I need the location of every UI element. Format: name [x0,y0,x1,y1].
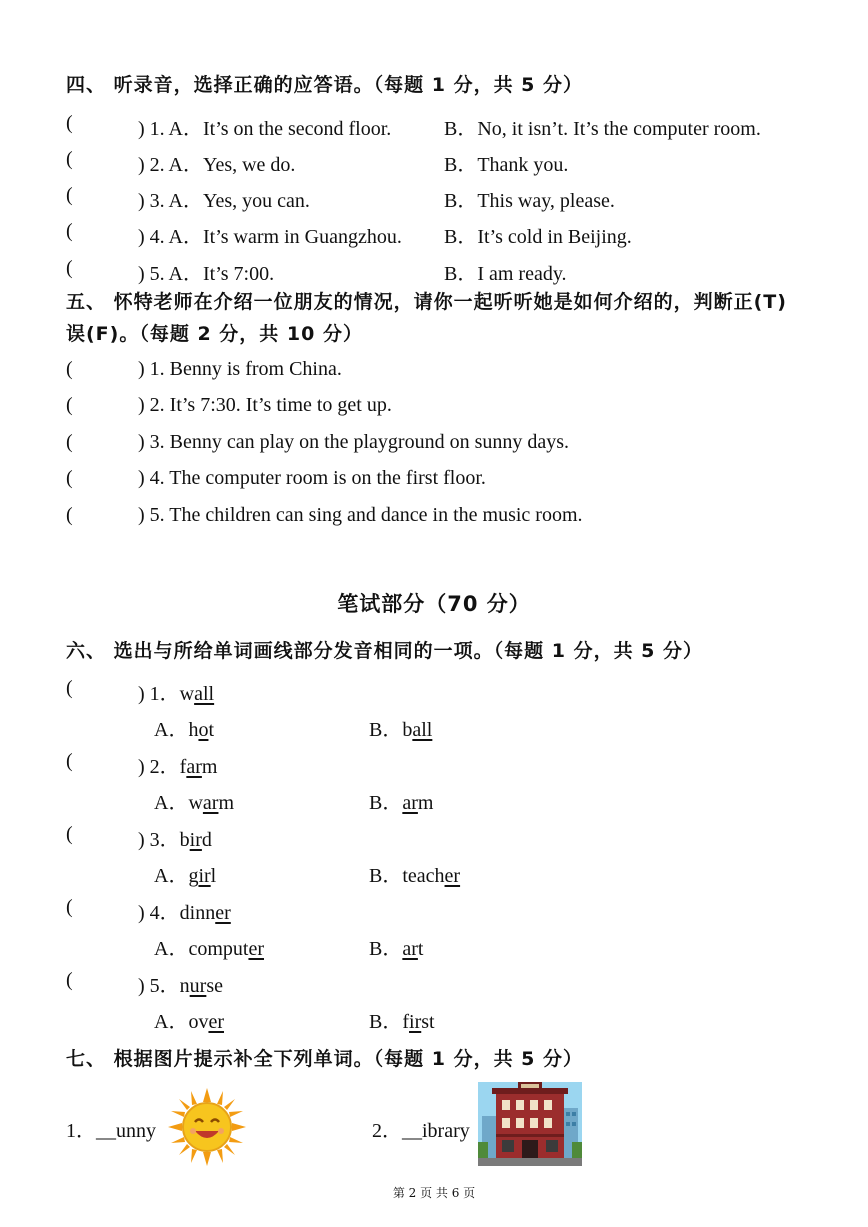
s7-question-1: 1．__unny [66,1120,156,1142]
s6-option-a: A．computer [154,938,264,960]
s6-q-number: ) 4． [138,902,180,924]
section-7-title: 七、 根据图片提示补全下列单词。（每题 1 分，共 5 分） [66,1048,584,1070]
underlined-part: all [412,719,433,741]
underlined-part: ar [402,792,418,814]
underlined-part: ar [186,756,202,778]
s5-q2-text: ) 2. It’s 7:30. It’s time to get up. [138,394,392,416]
s6-q-number: ) 5． [138,975,180,997]
s6-option-a: A．warm [154,792,235,814]
underlined-part: er [248,938,264,960]
s6-option-a: A．hot [154,719,215,741]
s4-q1-option-b: B．No, it isn’t. It’s the computer room. [444,118,761,140]
section-5-title: 五、 怀特老师在介绍一位朋友的情况，请你一起听听她是如何介绍的，判断正(T)误(F)。（每题 2 分，共 10 分） [66,291,787,345]
library-building-icon [478,1082,582,1166]
s6-q-word: nurse [179,975,224,997]
s6-q-word: bird [179,829,212,851]
section-4-title: 四、 听录音，选择正确的应答语。（每题 1 分，共 5 分） [66,74,584,96]
s4-q3-text-a: ) 3. A．Yes, you can. [138,190,310,212]
s6-q-number: ) 3． [138,829,180,851]
s6-option-b: B．ball [369,719,433,741]
s6-q-word: dinner [179,902,231,924]
s6-q-number: ) 2． [138,756,180,778]
underlined-part: er [208,1011,224,1033]
sun-icon [168,1088,246,1166]
s5-q1-text: ) 1. Benny is from China. [138,358,342,380]
underlined-part: ar [202,792,219,814]
page-footer: 第 2 页 共 6 页 [392,1186,476,1200]
s6-option-b: B．art [369,938,424,960]
s6-option-b: B．first [369,1011,435,1033]
s4-q3-option-b: B．This way, please. [444,190,615,212]
s4-q2-text-a: ) 2. A．Yes, we do. [138,154,296,176]
s4-q5-text-a: ) 5. A．It’s 7:00. [138,263,275,285]
underlined-part: ur [189,975,207,997]
s6-q-word: farm [179,756,218,778]
s5-q5-text: ) 5. The children can sing and dance in the music room. [138,504,583,526]
underlined-part: er [444,865,461,887]
written-part-heading: 笔试部分（70 分） [337,592,531,616]
s6-q-number: ) 1． [138,683,180,705]
underlined-part: ir [189,829,202,851]
s4-q5-option-b: B．I am ready. [444,263,567,285]
underlined-part: all [194,683,215,705]
s6-option-b: B．teacher [369,865,461,887]
s7-question-2: 2．__ibrary [372,1120,470,1142]
s6-option-b: B．arm [369,792,434,814]
s6-option-a: A．over [154,1011,224,1033]
underlined-part: ir [198,865,211,887]
s4-q4-text-a: ) 4. A．It’s warm in Guangzhou. [138,226,402,248]
s6-q-word: wall [179,683,215,705]
underlined-part: o [198,719,209,741]
underlined-part: ir [409,1011,422,1033]
s4-q1-text-a: ) 1. A．It’s on the second floor. [138,118,392,140]
s5-q3-text: ) 3. Benny can play on the playground on sunny days. [138,431,570,453]
s4-q2-option-b: B．Thank you. [444,154,569,176]
s6-option-a: A．girl [154,865,217,887]
s5-q4-text: ) 4. The computer room is on the first floor. [138,467,486,489]
underlined-part: er [215,902,231,924]
section-6-title: 六、 选出与所给单词画线部分发音相同的一项。（每题 1 分，共 5 分） [66,640,704,662]
underlined-part: ar [402,938,418,960]
s4-q4-option-b: B．It’s cold in Beijing. [444,226,632,248]
